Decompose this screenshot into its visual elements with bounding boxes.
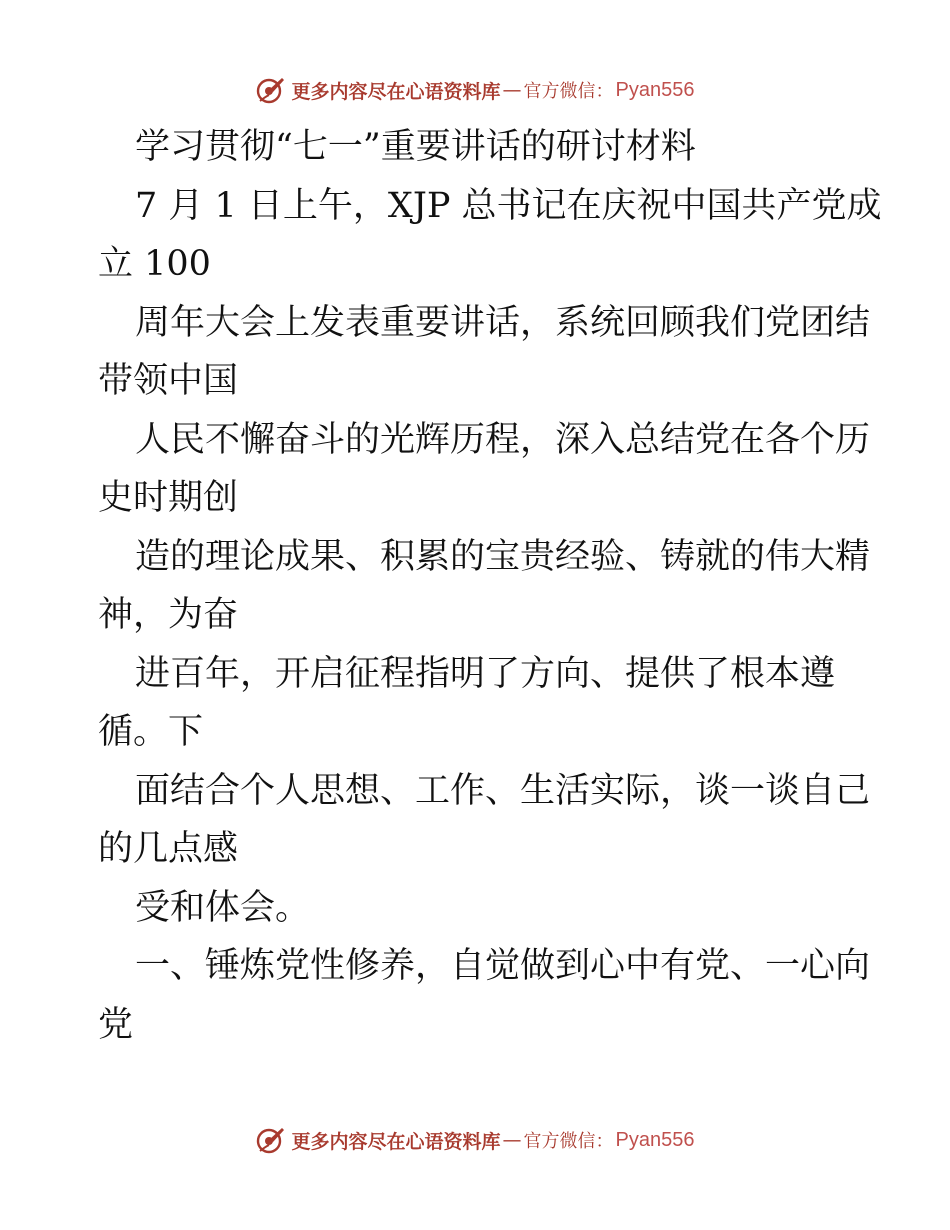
banner-wechat-id: Pyan556	[615, 78, 695, 101]
text-line: 党	[98, 1004, 134, 1045]
pen-nib-logo-icon	[256, 75, 286, 105]
text-line: 进百年，开启征程指明了方向、提供了根本遵	[135, 653, 836, 694]
text-line: 的几点感	[98, 829, 239, 869]
text-line: 造的理论成果、积累的宝贵经验、铸就的伟大精	[135, 536, 871, 577]
text-line: 受和体会。	[135, 887, 311, 928]
text-line: 周年大会上发表重要讲话，系统回顾我们党团结	[135, 302, 871, 343]
banner-dash: —	[502, 1129, 522, 1151]
banner-wechat-id: Pyan556	[615, 1128, 695, 1151]
header-banner	[0, 70, 950, 110]
text-line: 人民不懈奋斗的光辉历程，深入总结党在各个历	[135, 419, 871, 460]
text-line: 神，为奋	[98, 595, 239, 635]
banner-title: 更多内容尽在心语资料库	[291, 80, 501, 103]
text-line: 面结合个人思想、工作、生活实际，谈一谈自己	[135, 770, 871, 811]
banner-dash: —	[502, 79, 522, 101]
document-body	[98, 118, 882, 1054]
text-line: 带领中国	[98, 361, 239, 401]
banner-wechat-label: 官方微信：	[523, 81, 614, 102]
footer-banner	[0, 1120, 950, 1160]
text-line: 循。下	[98, 712, 204, 752]
text-line: 学习贯彻“七一”重要讲话的研讨材料	[135, 127, 696, 167]
text-line: 立 100	[98, 244, 211, 284]
text-line: 7 月 1 日上午，XJP 总书记在庆祝中国共产党成	[135, 185, 882, 226]
text-line: 史时期创	[98, 478, 239, 518]
banner-title: 更多内容尽在心语资料库	[291, 1130, 501, 1153]
banner-wechat-label: 官方微信：	[523, 1131, 614, 1152]
pen-nib-logo-icon	[256, 1125, 286, 1155]
text-line: 一、锤炼党性修养，自觉做到心中有党、一心向	[135, 946, 871, 986]
